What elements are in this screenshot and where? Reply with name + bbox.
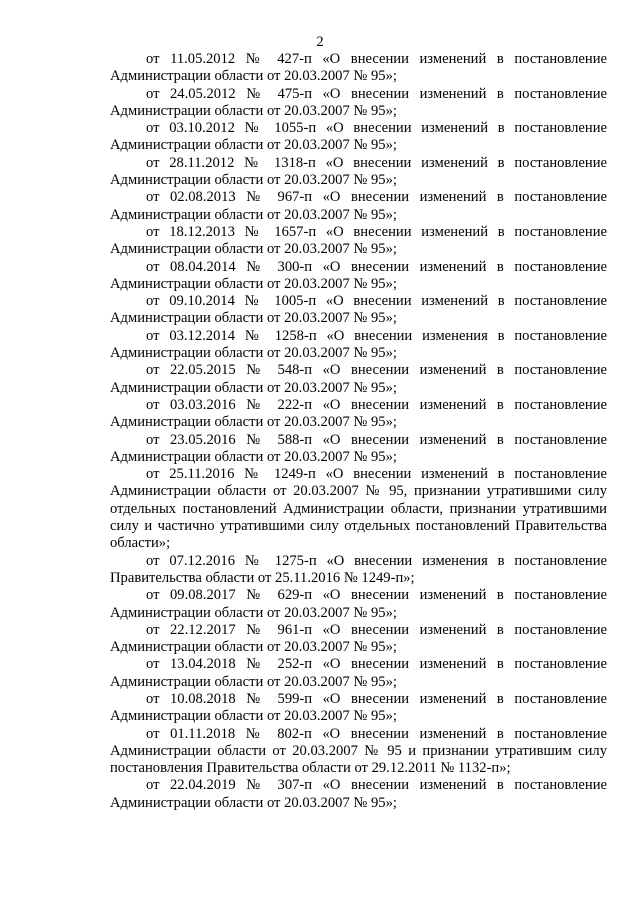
list-item: от 07.12.2016 № 1275-п «О внесении изменения в постановление Правительства области от 25.11.2016 № 1249-п»; (110, 552, 607, 586)
page-number: 2 (316, 34, 324, 50)
list-item: от 03.10.2012 № 1055-п «О внесении изменений в постановление Администрации области от 20.03.2007 № 95»; (110, 120, 607, 154)
list-item: от 09.10.2014 № 1005-п «О внесении изменений в постановление Администрации области от 20.03.2007 № 95»; (110, 293, 607, 327)
list-item: от 24.05.2012 № 475-п «О внесении изменений в постановление Администрации области от 20.03.2007 № 95»; (110, 85, 607, 119)
list-item: от 03.12.2014 № 1258-п «О внесении изменения в постановление Администрации области от 20.03.2007 № 95»; (110, 327, 607, 362)
list-item: от 13.04.2018 № 252-п «О внесении изменений в постановление Администрации области от 20.03.2007 № 95»; (110, 656, 607, 690)
list-item: от 11.05.2012 № 427-п «О внесении изменений в постановление Администрации области от 20.03.2007 № 95»; (110, 51, 607, 85)
list-item: от 22.04.2019 № 307-п «О внесении изменений в постановление Администрации области от 20.03.2007 № 95»; (110, 777, 607, 811)
list-item: от 01.11.2018 № 802-п «О внесении изменений в постановление Администрации области от 20.03.2007 № 95 и признании утратившим силу постановления Правительства области от 29.12.2011 № 1132-п»; (110, 725, 607, 777)
list-item: от 03.03.2016 № 222-п «О внесении изменений в постановление Администрации области от 20.03.2007 № 95»; (110, 396, 607, 431)
list-item: от 23.05.2016 № 588-п «О внесении изменений в постановление Администрации области от 20.03.2007 № 95»; (110, 431, 607, 465)
list-item: от 22.12.2017 № 961-п «О внесении изменений в постановление Администрации области от 20.03.2007 № 95»; (110, 621, 607, 656)
list-item: от 25.11.2016 № 1249-п «О внесении изменений в постановление Администрации области от 20.03.2007 № 95, признании утратившими силу отдельных постановлений Администрации области, признании утратившими силу и частично утратившими силу отдельных постановлений Правительства области»; (110, 466, 607, 552)
amendments-list (110, 51, 607, 812)
list-item: от 09.08.2017 № 629-п «О внесении изменений в постановление Администрации области от 20.03.2007 № 95»; (110, 587, 607, 621)
list-item: от 18.12.2013 № 1657-п «О внесении изменений в постановление Администрации области от 20.03.2007 № 95»; (110, 223, 607, 258)
list-item: от 10.08.2018 № 599-п «О внесении изменений в постановление Администрации области от 20.03.2007 № 95»; (110, 690, 607, 725)
list-item: от 08.04.2014 № 300-п «О внесении изменений в постановление Администрации области от 20.03.2007 № 95»; (110, 258, 607, 292)
list-item: от 22.05.2015 № 548-п «О внесении изменений в постановление Администрации области от 20.03.2007 № 95»; (110, 362, 607, 396)
list-item: от 02.08.2013 № 967-п «О внесении изменений в постановление Администрации области от 20.03.2007 № 95»; (110, 189, 607, 223)
list-item: от 28.11.2012 № 1318-п «О внесении изменений в постановление Администрации области от 20.03.2007 № 95»; (110, 154, 607, 189)
